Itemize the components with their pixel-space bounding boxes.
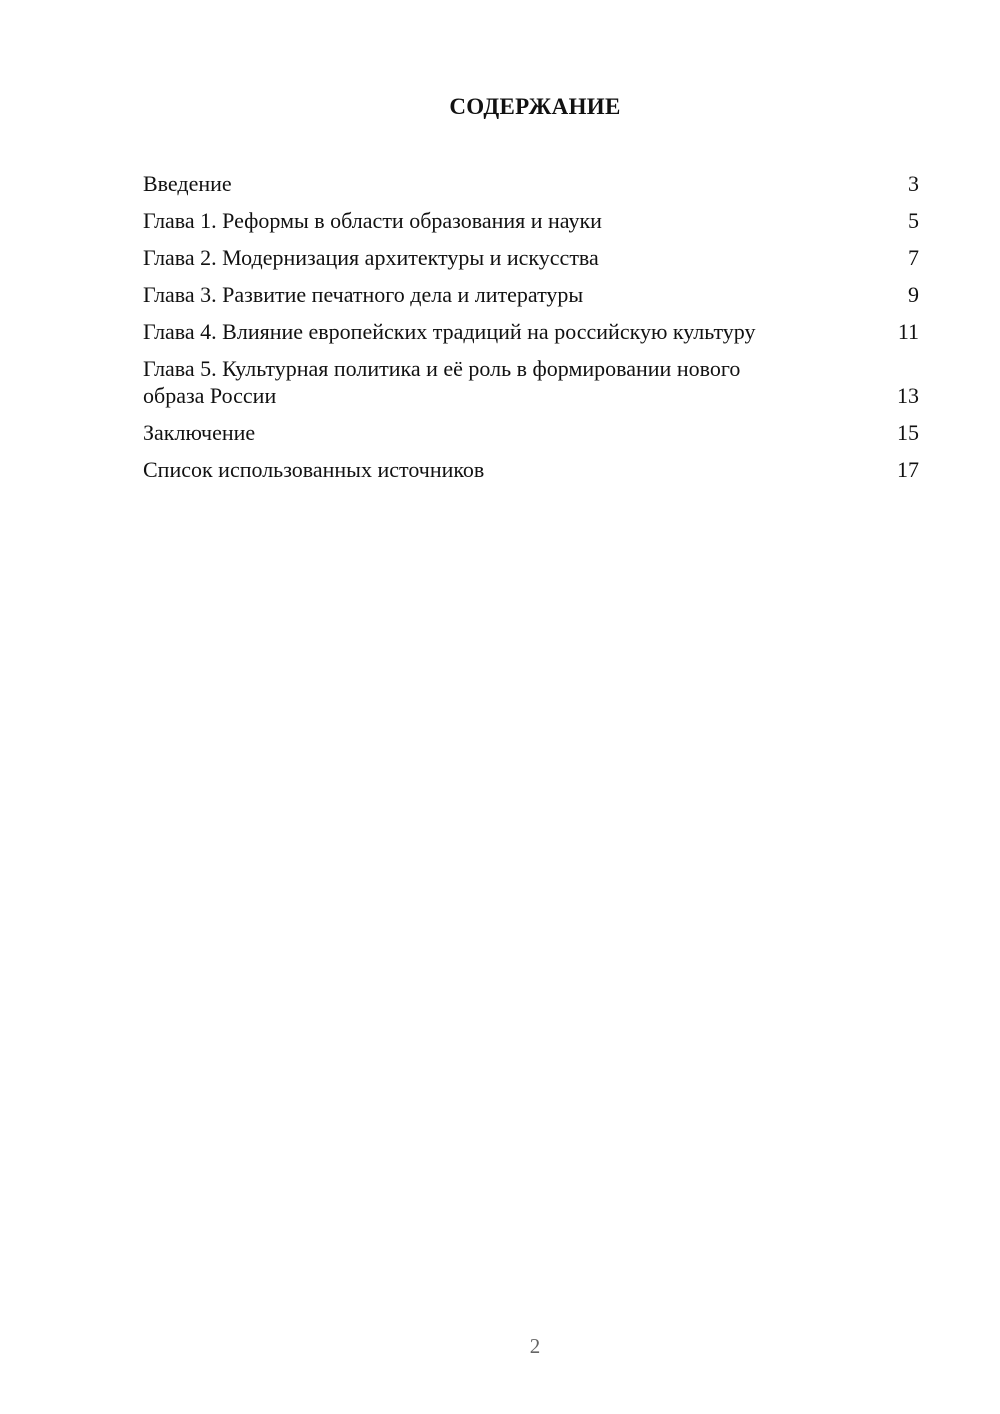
toc-title: СОДЕРЖАНИЕ	[449, 94, 621, 119]
toc-item-label: Глава 4. Влияние европейских традиций на российскую культуру	[143, 319, 756, 344]
toc-item-page: 17	[897, 457, 919, 482]
toc-item-page: 13	[897, 383, 919, 408]
toc-item-label: Глава 1. Реформы в области образования и науки	[143, 208, 602, 233]
toc-item-label: Глава 5. Культурная политика и её роль в формировании нового образа России	[143, 356, 741, 408]
toc-item-page: 11	[897, 319, 919, 344]
table-of-contents	[143, 170, 919, 493]
toc-item-chapter-4[interactable]	[143, 318, 919, 345]
toc-item-introduction[interactable]	[143, 170, 919, 197]
toc-item-chapter-1[interactable]	[143, 207, 919, 234]
toc-item-conclusion[interactable]	[143, 419, 919, 446]
toc-item-label: Глава 2. Модернизация архитектуры и искусства	[143, 245, 599, 270]
toc-item-page: 9	[908, 282, 919, 307]
toc-item-page: 7	[908, 245, 919, 270]
toc-item-label: Список использованных источников	[143, 457, 485, 482]
toc-item-chapter-3[interactable]	[143, 281, 919, 308]
toc-item-chapter-2[interactable]	[143, 244, 919, 271]
toc-item-label: Глава 3. Развитие печатного дела и литературы	[143, 282, 584, 307]
toc-item-page: 15	[897, 420, 919, 445]
toc-item-references[interactable]	[143, 456, 919, 483]
toc-item-page: 3	[908, 171, 919, 196]
toc-item-label: Введение	[143, 171, 232, 196]
toc-item-label: Заключение	[143, 420, 256, 445]
page-number: 2	[529, 1334, 541, 1358]
toc-item-page: 5	[908, 208, 919, 233]
toc-item-chapter-5[interactable]	[143, 355, 919, 409]
